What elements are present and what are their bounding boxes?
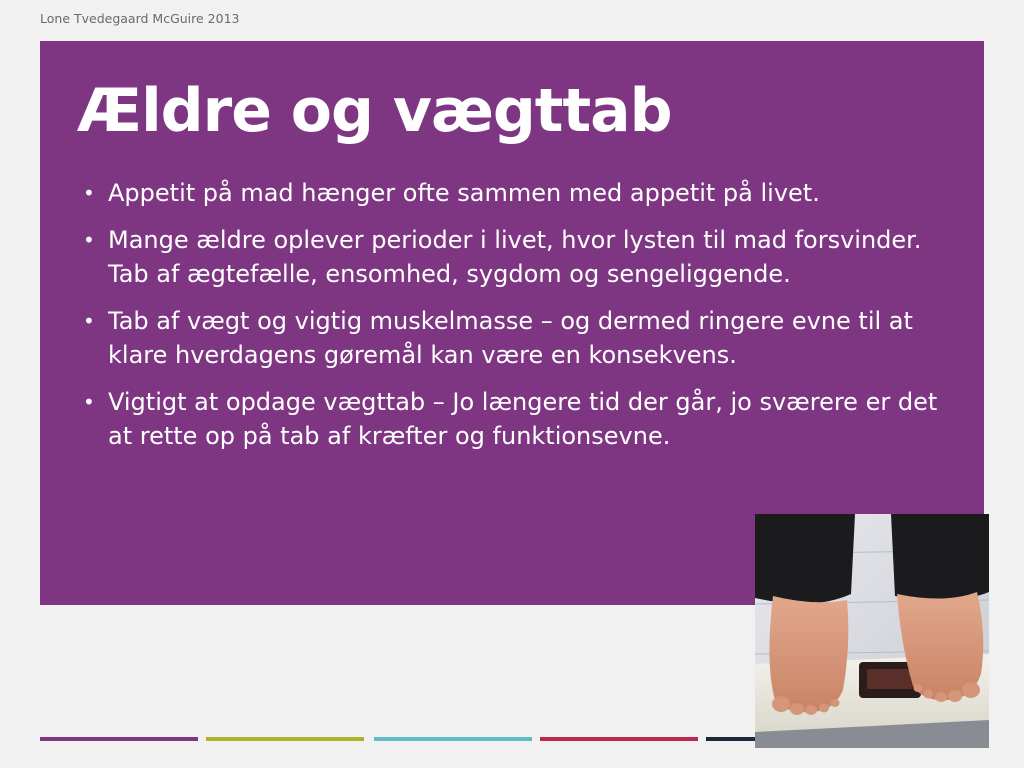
bullet-text: Vigtigt at opdage vægttab – Jo længere tid der går, jo sværere er det at rette op på tab af kræfter og funktionsevne. — [108, 387, 938, 450]
slide-title: Ældre og vægttab — [77, 76, 672, 146]
footer-bar-crimson — [540, 737, 698, 741]
bullet-item — [80, 176, 940, 211]
bullet-item — [80, 223, 940, 292]
bullet-item — [80, 304, 940, 373]
footer-bar-olive — [206, 737, 364, 741]
bullet-text: Mange ældre oplever perioder i livet, hvor lysten til mad forsvinder. Tab af ægtefælle, ensomhed, sygdom og sengeliggende. — [108, 225, 922, 288]
bullet-dot-icon: • — [83, 181, 95, 205]
bullet-item — [80, 385, 940, 454]
footer-bar-purple — [40, 737, 198, 741]
bullet-dot-icon: • — [83, 389, 95, 414]
footer-bar-teal — [374, 737, 532, 741]
bullet-text: Tab af vægt og vigtig muskelmasse – og dermed ringere evne til at klare hverdagens gøremål kan være en konsekvens. — [108, 306, 913, 369]
bullet-text: Appetit på mad hænger ofte sammen med appetit på livet. — [108, 179, 820, 207]
bullet-dot-icon: • — [83, 227, 95, 252]
scale-feet-photo — [755, 514, 989, 748]
bare-feet-on-scale-icon — [755, 514, 989, 748]
bullet-list — [80, 176, 940, 466]
author-header: Lone Tvedegaard McGuire 2013 — [40, 11, 240, 26]
bullet-dot-icon: • — [83, 308, 95, 333]
